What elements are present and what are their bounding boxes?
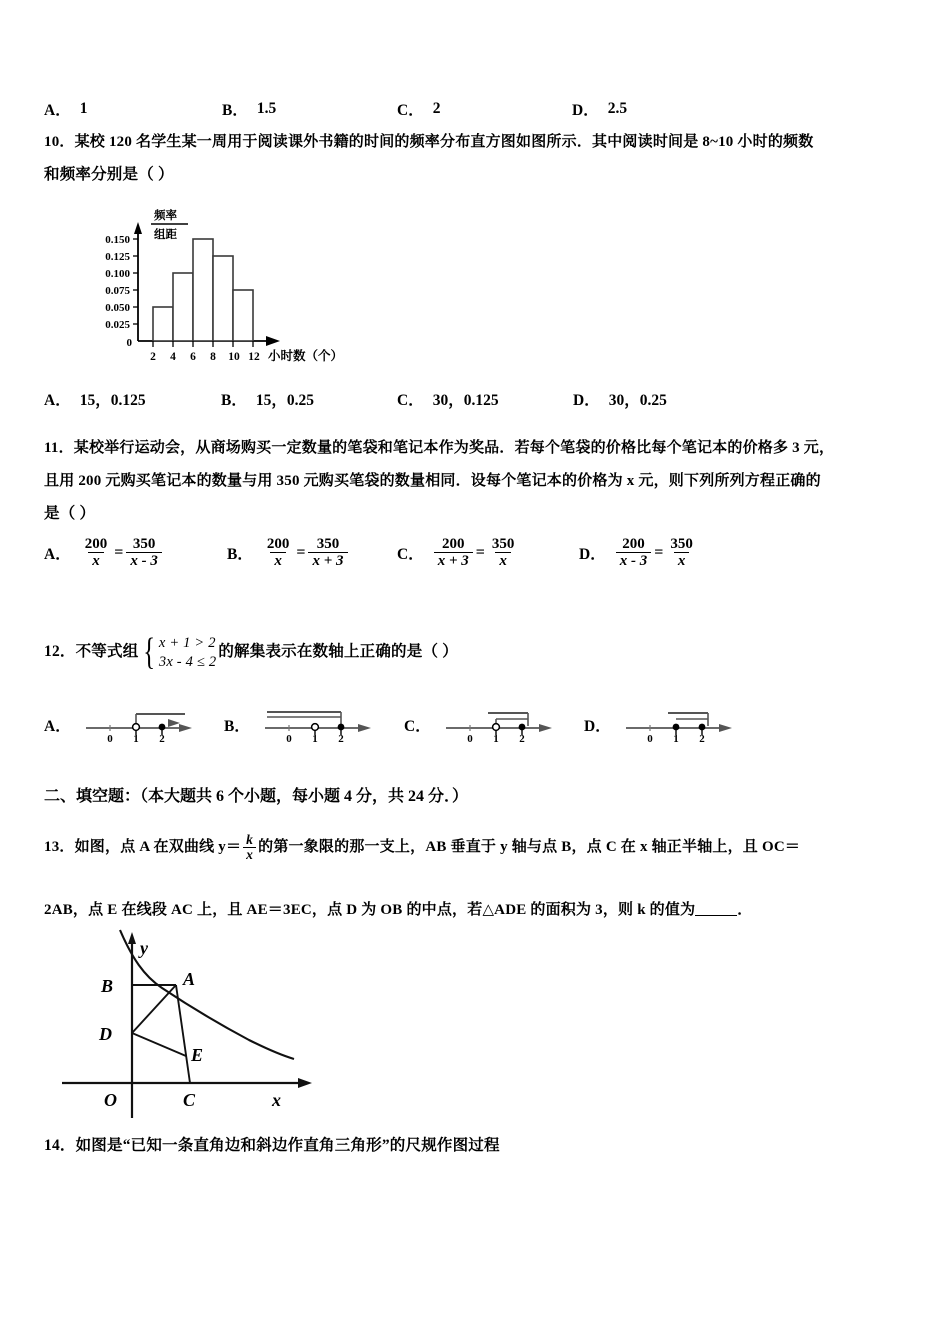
histogram-bar-0 — [153, 307, 173, 341]
hyperbola-fraction-numerator: k — [246, 832, 254, 847]
numberline-b-svg — [259, 700, 384, 744]
q12-option-d-label: D． — [584, 717, 611, 735]
q11-d-left-denominator: x - 3 — [616, 552, 652, 569]
q11-option-d[interactable] — [579, 536, 698, 569]
q10-option-b[interactable] — [221, 388, 397, 410]
numberline-b-label-2: 2 — [338, 733, 344, 744]
q12-option-b-numberline — [259, 700, 384, 749]
y-axis-tick-labels — [105, 234, 132, 349]
q11-option-c-label: C． — [397, 545, 424, 563]
q11-a-right-denominator: x - 3 — [126, 552, 162, 569]
q11-d-right-denominator: x — [674, 552, 690, 569]
x-tick-label-5: 12 — [248, 351, 260, 363]
q11-d-left-fraction — [616, 536, 652, 569]
numberline-c-label-1: 1 — [492, 733, 499, 744]
q11-option-b-label: B． — [227, 545, 253, 563]
q10-option-b-value: 15，0.25 — [255, 392, 314, 409]
y-tick-label-3: 0.075 — [105, 285, 130, 297]
numberline-c-label-0: 0 — [466, 733, 473, 744]
x-tick-label-3: 8 — [210, 351, 216, 363]
q10-option-a-value: 15，0.125 — [79, 392, 146, 409]
q12-option-c-numberline — [440, 700, 565, 749]
question-11-text-1: 某校举行运动会，从商场购买一定数量的笔袋和笔记本作为奖品．若每个笔袋的价格比每个笔记本的价格多 3 元， — [73, 440, 835, 456]
q11-a-right-numerator: 350 — [132, 536, 156, 552]
open-circle-at-1 — [492, 724, 499, 731]
inequality-2: 3x - 4 ≤ 2 — [158, 653, 217, 670]
histogram-svg — [58, 200, 358, 370]
question-11-options — [44, 536, 924, 569]
question-11-text-3: 是（ ） — [44, 505, 96, 522]
question-13-number: 13． — [44, 838, 75, 855]
y-tick-label-2: 0.100 — [105, 268, 130, 280]
q11-c-left-denominator: x + 3 — [434, 552, 473, 569]
histogram-bars — [153, 239, 253, 341]
equals-sign: = — [475, 543, 485, 561]
q11-option-b[interactable] — [227, 536, 397, 569]
question-10-number: 10． — [44, 134, 75, 150]
y-tick-label-0: 0.150 — [105, 234, 130, 246]
option-d-label: D． — [572, 102, 599, 119]
q11-option-a-equation — [80, 536, 163, 569]
point-E-label: E — [191, 1045, 204, 1065]
question-12-prefix: 不等式组 — [75, 643, 139, 661]
ray-arrowhead — [168, 719, 180, 727]
section-2-heading — [44, 783, 910, 806]
axis-arrow — [358, 724, 371, 732]
q12-option-a-numberline — [80, 700, 205, 749]
question-13-text-2-end: ． — [737, 902, 753, 918]
q11-b-left-denominator: x — [270, 552, 286, 569]
option-a-label: A． — [44, 102, 71, 119]
option-c[interactable] — [397, 98, 572, 120]
question-12-number: 12． — [44, 643, 76, 661]
option-b[interactable] — [222, 98, 397, 120]
q12-option-a[interactable] — [44, 700, 224, 749]
filled-dot-at-2 — [337, 724, 344, 731]
q12-option-a-label: A． — [44, 717, 71, 735]
numberline-d-label-2: 2 — [698, 733, 705, 744]
question-12-options — [44, 700, 924, 749]
option-c-label: C． — [397, 102, 424, 119]
filled-dot-at-2 — [698, 724, 705, 731]
open-circle-at-1 — [311, 724, 318, 731]
q11-b-right-denominator: x + 3 — [308, 552, 347, 569]
question-11-line-3 — [44, 504, 910, 525]
point-B-label: B — [101, 976, 114, 996]
question-9-options — [44, 98, 924, 120]
question-13-text-1b: 的第一象限的那一支上，AB 垂直于 y 轴与点 B，点 C 在 x 轴正半轴上，且 OC＝ — [258, 838, 801, 855]
q11-c-left-numerator: 200 — [441, 536, 465, 552]
question-10-line-1 — [44, 132, 910, 152]
x-tick-label-2: 6 — [190, 351, 196, 363]
x-tick-label-0: 2 — [150, 351, 156, 363]
q12-option-d-numberline — [620, 700, 745, 749]
q10-option-d-label: D． — [573, 392, 600, 409]
q12-option-c-label: C． — [404, 717, 431, 735]
question-14-body: 如图是“已知一条直角边和斜边作直角三角形”的尺规作图过程 — [75, 1137, 500, 1154]
question-10-text-1: 某校 120 名学生某一周用于阅读课外书籍的时间的频率分布直方图如图所示．其中阅读时间是 8~10 小时的频数 — [74, 134, 814, 150]
q10-option-a-label: A． — [44, 392, 71, 409]
q10-option-b-label: B． — [221, 392, 247, 409]
q10-option-d-value: 30，0.25 — [608, 392, 667, 409]
histogram-bar-4 — [233, 290, 253, 341]
hyperbola-geometry-figure — [44, 928, 354, 1133]
q11-b-right-numerator: 350 — [316, 536, 340, 552]
option-a[interactable] — [44, 98, 222, 120]
question-10-options — [44, 388, 924, 410]
q11-d-left-numerator: 200 — [622, 536, 645, 552]
inequality-system — [140, 631, 217, 674]
y-tick-label-5: 0.025 — [105, 319, 130, 331]
q11-c-right-fraction — [488, 536, 519, 569]
segment-AC — [176, 985, 190, 1083]
y-axis-label-denominator: 组距 — [154, 229, 177, 241]
question-13-text-2: 2AB，点 E 在线段 AC 上，且 AE＝3EC，点 D 为 OB 的中点，若△ADE 的面积为 3，则 k 的值为 — [44, 902, 696, 918]
q11-option-a-label: A． — [44, 545, 71, 563]
filled-dot-at-2 — [518, 724, 525, 731]
q10-option-c-label: C． — [397, 392, 424, 409]
axis-arrow — [179, 724, 192, 732]
question-11-line-1 — [44, 438, 910, 458]
numberline-a-label-0: 0 — [106, 733, 113, 744]
question-11-number: 11． — [44, 440, 74, 456]
question-13-text-1a: 如图，点 A 在双曲线 y＝ — [74, 838, 242, 855]
q12-option-d[interactable] — [584, 700, 745, 749]
y-axis-label-numerator: 频率 — [154, 210, 177, 222]
option-d-value: 2.5 — [607, 100, 628, 117]
x-tick-label-1: 4 — [170, 351, 176, 363]
question-12-stem — [44, 631, 910, 674]
segment-DE — [132, 1033, 186, 1056]
numberline-c-label-2: 2 — [518, 733, 525, 744]
x-axis-title: 小时数（个） — [268, 349, 344, 363]
question-10-line-2 — [44, 165, 910, 186]
histogram-bar-3 — [213, 256, 233, 341]
question-13-line-2 — [44, 900, 910, 920]
q11-a-left-numerator: 200 — [84, 536, 108, 552]
q11-a-left-denominator: x — [88, 552, 104, 569]
hyperbola-fraction — [243, 833, 256, 861]
x-axis-arrow — [298, 1078, 312, 1088]
question-13-line-1 — [44, 833, 910, 861]
question-12-suffix: 的解集表示在数轴上正确的是（ ） — [218, 643, 458, 661]
q11-option-d-equation — [615, 536, 698, 569]
left-brace-icon: { — [143, 631, 156, 674]
equals-sign: = — [654, 543, 664, 561]
q12-option-b-label: B． — [224, 717, 250, 735]
q10-option-d[interactable] — [573, 388, 667, 410]
segment-DA — [132, 985, 176, 1033]
q11-option-c-equation — [433, 536, 520, 569]
hyperbola-svg — [44, 928, 354, 1133]
numberline-d-svg — [620, 700, 745, 744]
y-axis-label: y — [140, 938, 148, 958]
question-14-number: 14． — [44, 1137, 76, 1154]
q11-c-right-denominator: x — [495, 552, 511, 569]
x-axis-label: x — [272, 1090, 281, 1110]
numberline-a-label-2: 2 — [158, 733, 165, 744]
filled-dot-at-1 — [672, 724, 679, 731]
numberline-b-label-1: 1 — [312, 733, 318, 744]
x-tick-label-4: 10 — [228, 351, 240, 363]
frequency-histogram — [58, 200, 358, 370]
x-axis-tick-labels — [150, 351, 260, 363]
y-axis-arrow — [128, 932, 136, 944]
y-tick-label-1: 0.125 — [105, 251, 130, 263]
numberline-a-label-1: 1 — [132, 733, 139, 744]
q11-a-right-fraction — [126, 536, 162, 569]
filled-dot-at-2 — [158, 724, 165, 731]
histogram-bar-2 — [193, 239, 213, 341]
section-2-heading-text: 二、填空题：（本大题共 6 个小题，每小题 4 分，共 24 分．） — [44, 788, 469, 805]
y-axis-arrow — [134, 222, 142, 234]
question-10-text-2: 和频率分别是（ ） — [44, 166, 174, 183]
q11-option-d-label: D． — [579, 545, 606, 563]
point-A-label: A — [183, 969, 196, 989]
numberline-c-svg — [440, 700, 565, 744]
question-14-text — [44, 1136, 910, 1157]
option-a-value: 1 — [79, 100, 88, 117]
open-circle-at-1 — [132, 724, 139, 731]
q11-b-right-fraction — [308, 536, 347, 569]
option-b-label: B． — [222, 102, 248, 119]
hyperbola-fraction-denominator: x — [243, 847, 256, 862]
numberline-d-label-1: 1 — [672, 733, 679, 744]
option-b-value: 1.5 — [256, 100, 277, 117]
numberline-d-label-0: 0 — [646, 733, 653, 744]
q10-option-c[interactable] — [397, 388, 573, 410]
q10-option-c-value: 30，0.125 — [432, 392, 499, 409]
y-tick-label-4: 0.050 — [105, 302, 130, 314]
origin-label: O — [104, 1090, 117, 1110]
x-axis-arrow — [266, 336, 280, 346]
point-D-label: D — [99, 1024, 112, 1044]
q11-a-left-fraction — [81, 536, 112, 569]
q11-b-left-fraction — [263, 536, 294, 569]
y-tick-label-6: 0 — [126, 337, 132, 349]
numberline-b-label-0: 0 — [286, 733, 292, 744]
answer-blank[interactable] — [695, 902, 737, 916]
q11-d-right-fraction — [666, 536, 697, 569]
q11-c-right-numerator: 350 — [491, 536, 515, 552]
histogram-bar-1 — [173, 273, 193, 341]
q11-d-right-numerator: 350 — [670, 536, 693, 552]
q11-option-a[interactable] — [44, 536, 227, 569]
inequality-1: x + 1 > 2 — [158, 635, 216, 651]
point-C-label: C — [183, 1090, 196, 1110]
axis-arrow — [539, 724, 552, 732]
question-11-text-2: 且用 200 元购买笔记本的数量与用 350 元购买笔袋的数量相同．设每个笔记本的价格为 x 元，则下列所列方程正确的 — [44, 473, 821, 489]
option-c-value: 2 — [432, 100, 441, 117]
equals-sign: = — [296, 543, 306, 561]
q11-c-left-fraction — [434, 536, 473, 569]
q12-option-b[interactable] — [224, 700, 404, 749]
q11-b-left-numerator: 200 — [266, 536, 290, 552]
q10-option-a[interactable] — [44, 388, 221, 410]
equals-sign: = — [114, 543, 124, 561]
q12-option-c[interactable] — [404, 700, 584, 749]
numberline-a-svg — [80, 700, 205, 744]
option-d[interactable] — [572, 98, 627, 120]
question-11-line-2 — [44, 471, 910, 491]
q11-option-c[interactable] — [397, 536, 579, 569]
q11-option-b-equation — [262, 536, 349, 569]
axis-arrow — [719, 724, 732, 732]
